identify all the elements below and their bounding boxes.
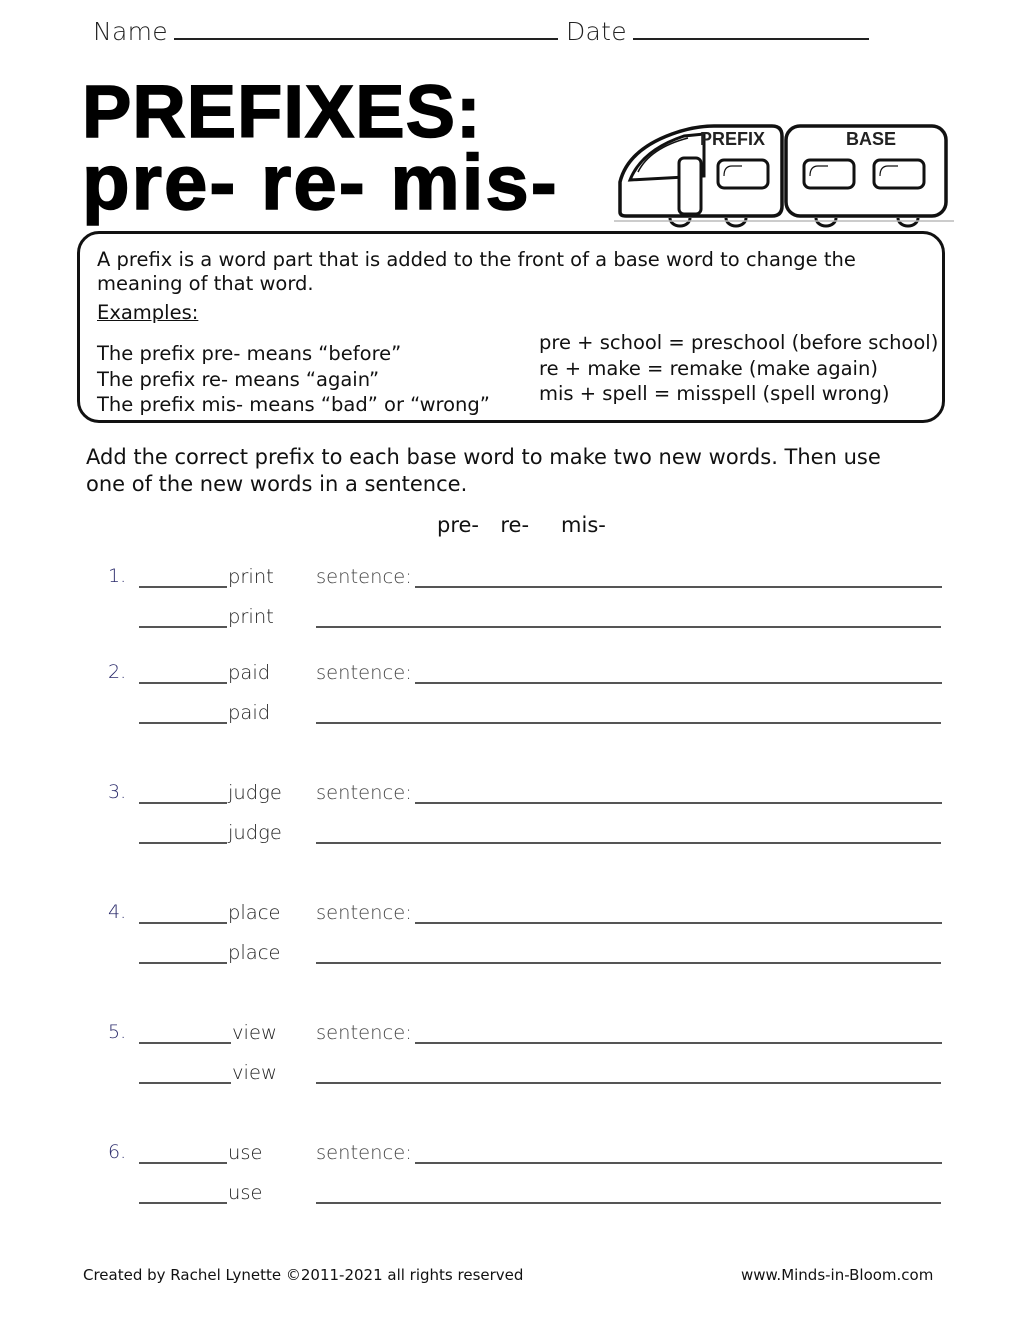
sentence-input-continued[interactable] (316, 1082, 941, 1084)
prefix-blank-input[interactable] (139, 1082, 231, 1084)
prefix-examples-list (539, 330, 938, 407)
sentence-input-continued[interactable] (316, 626, 941, 628)
sentence-label: sentence: (316, 661, 412, 684)
sentence-input[interactable] (415, 1042, 942, 1044)
prefix-blank-input[interactable] (139, 1202, 227, 1204)
definition-text (97, 248, 937, 296)
train-illustration (614, 120, 954, 235)
website-link[interactable]: www.Minds-in-Bloom.com (741, 1266, 934, 1284)
prefix-blank-input[interactable] (139, 802, 227, 804)
prefix-blank-input[interactable] (139, 922, 227, 924)
sentence-input-continued[interactable] (316, 722, 941, 724)
sentence-label: sentence: (316, 781, 412, 804)
example-preschool: pre + school = preschool (before school) (539, 331, 939, 354)
meaning-pre: The prefix pre- means “before” (97, 342, 402, 365)
sentence-input[interactable] (415, 586, 942, 588)
name-date-header (93, 16, 877, 46)
prefix-blank-input[interactable] (139, 722, 227, 724)
examples-label: Examples: (97, 301, 199, 324)
base-word: view (232, 1061, 277, 1084)
sentence-label: sentence: (316, 565, 412, 588)
example-remake: re + make = remake (make again) (539, 356, 878, 380)
meaning-mis: The prefix mis- means “bad” or “wrong” (97, 393, 490, 416)
prefix-blank-input[interactable] (139, 1042, 231, 1044)
item-number: 1. (108, 565, 127, 587)
prefix-blank-input[interactable] (139, 626, 227, 628)
item-number: 4. (108, 901, 127, 923)
copyright-credit: Created by Rachel Lynette ©2011-2021 all rights reserved (83, 1266, 524, 1284)
instructions-line-2: one of the new words in a sentence. (86, 472, 468, 496)
prefix-blank-input[interactable] (139, 842, 227, 844)
page-title: PREFIXES: (82, 70, 482, 153)
sentence-input[interactable] (415, 922, 942, 924)
page-subtitle-prefixes: pre- re- mis- (82, 138, 559, 226)
base-word: paid (228, 661, 271, 684)
base-word: judge (228, 821, 282, 844)
sentence-input[interactable] (415, 1162, 942, 1164)
base-word: print (228, 565, 274, 588)
train-base-label: BASE (846, 129, 897, 149)
base-word: use (228, 1181, 263, 1204)
item-number: 3. (108, 781, 127, 803)
prefix-blank-input[interactable] (139, 682, 227, 684)
base-word: place (228, 941, 281, 964)
prefix-word-bank: pre- re- mis- (437, 513, 606, 537)
sentence-input-continued[interactable] (316, 962, 941, 964)
item-number: 2. (108, 661, 127, 683)
base-word: print (228, 605, 274, 628)
definition-line-2: meaning of that word. (97, 272, 314, 295)
item-number: 6. (108, 1141, 127, 1163)
sentence-label: sentence: (316, 1141, 412, 1164)
date-label: Date (565, 17, 627, 46)
prefix-blank-input[interactable] (139, 1162, 227, 1164)
name-label: Name (93, 17, 168, 46)
definition-box (77, 231, 945, 423)
prefix-meanings-list (97, 341, 490, 418)
definition-line-1: A prefix is a word part that is added to the front of a base word to change the (97, 248, 856, 271)
sentence-input[interactable] (415, 682, 942, 684)
name-field[interactable] (174, 16, 558, 40)
prefix-blank-input[interactable] (139, 586, 227, 588)
base-word: view (232, 1021, 277, 1044)
item-number: 5. (108, 1021, 127, 1043)
base-word: judge (228, 781, 282, 804)
train-icon (614, 120, 954, 235)
prefix-blank-input[interactable] (139, 962, 227, 964)
sentence-input-continued[interactable] (316, 842, 941, 844)
meaning-re: The prefix re- means “again” (97, 367, 380, 391)
sentence-label: sentence: (316, 901, 412, 924)
date-field[interactable] (633, 16, 869, 40)
instructions (86, 444, 946, 498)
instructions-line-1: Add the correct prefix to each base word to make two new words. Then use (86, 445, 881, 469)
train-prefix-label: PREFIX (700, 129, 766, 149)
sentence-label: sentence: (316, 1021, 412, 1044)
sentence-input[interactable] (415, 802, 942, 804)
example-misspell: mis + spell = misspell (spell wrong) (539, 382, 890, 405)
base-word: place (228, 901, 281, 924)
sentence-input-continued[interactable] (316, 1202, 941, 1204)
base-word: use (228, 1141, 263, 1164)
base-word: paid (228, 701, 271, 724)
